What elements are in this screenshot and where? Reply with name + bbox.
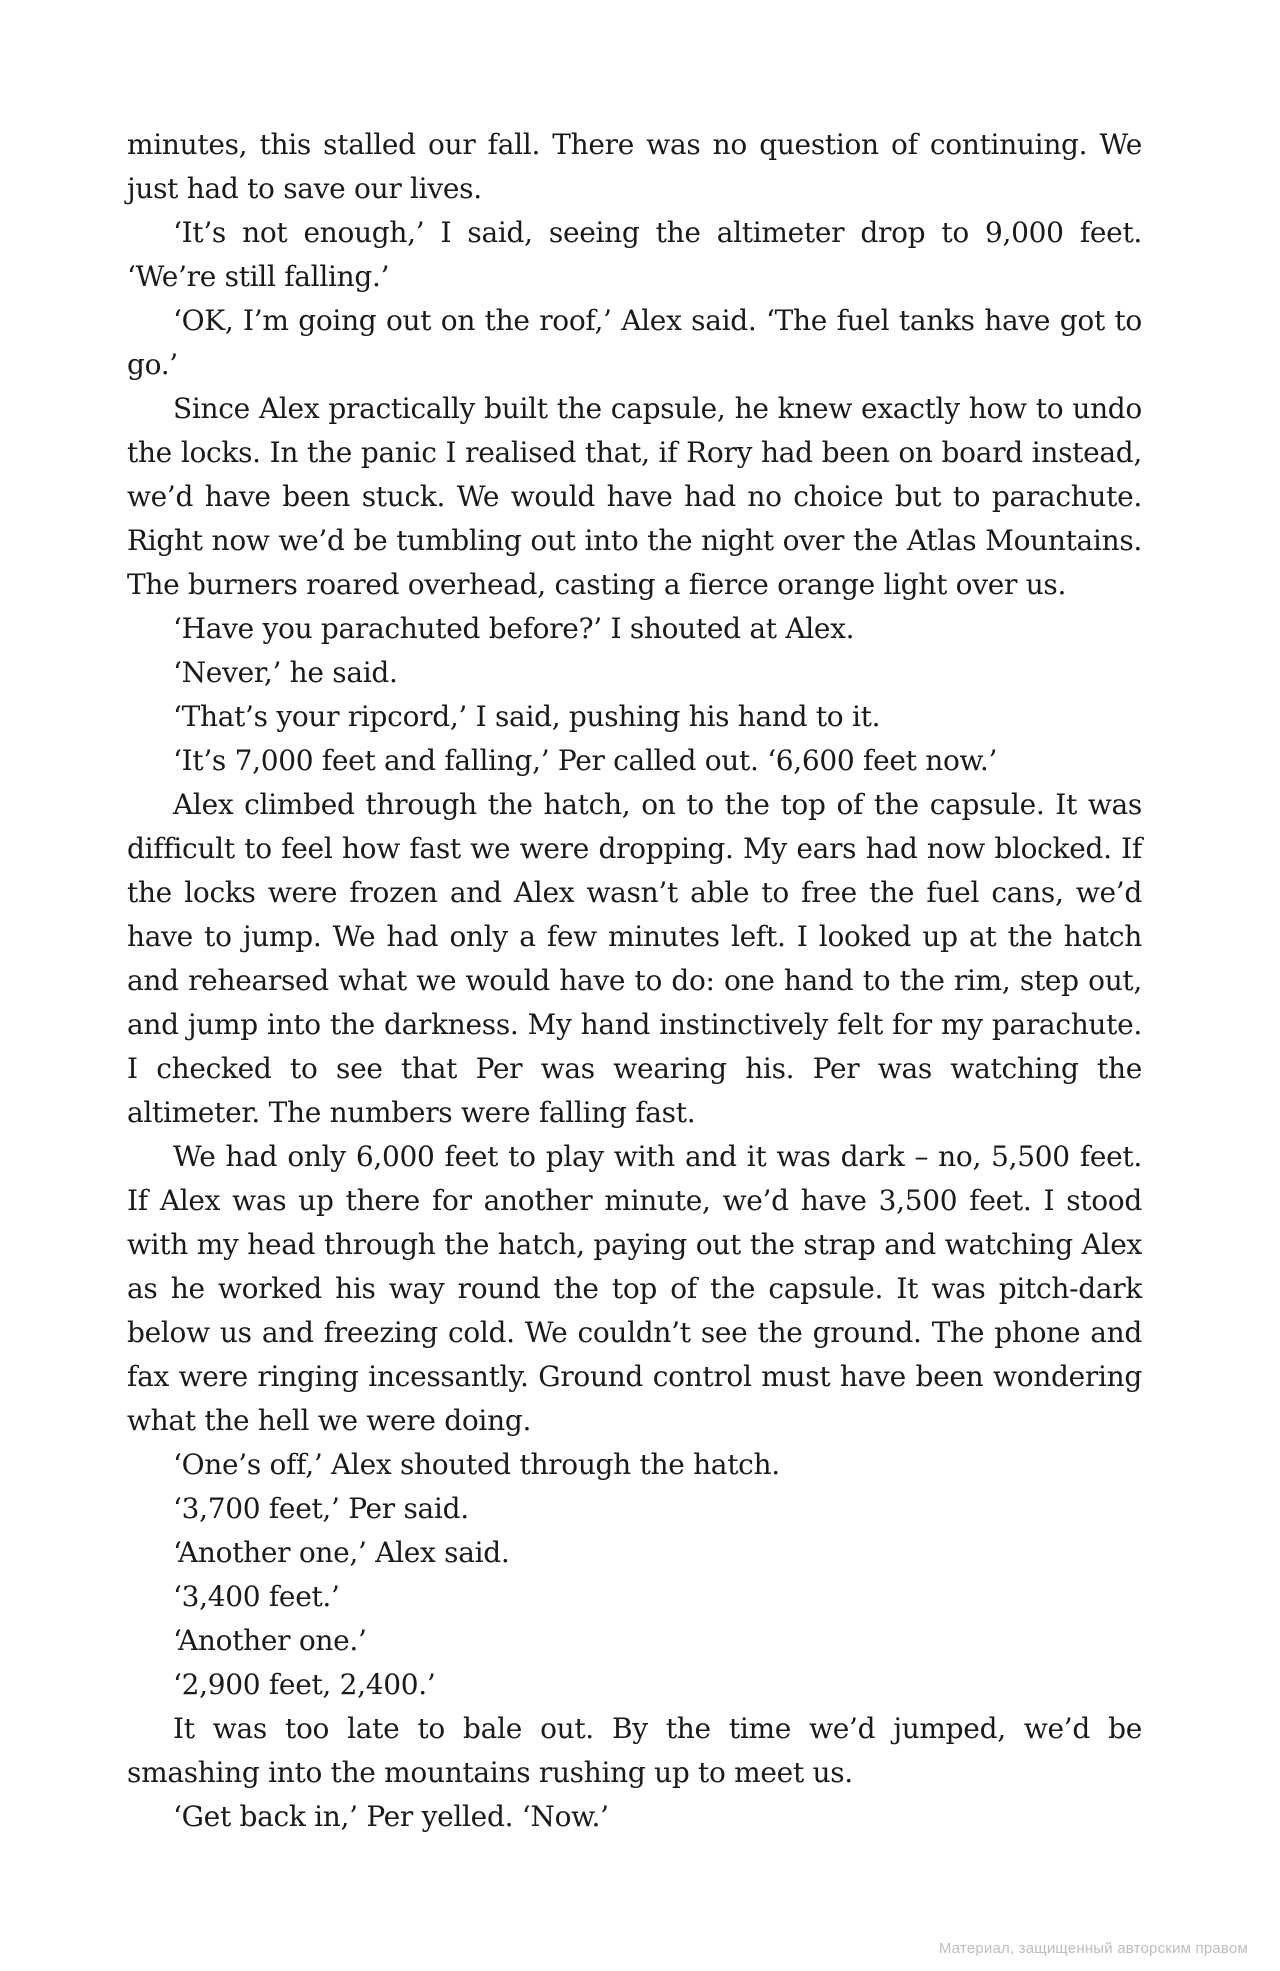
paragraph: ‘It’s 7,000 feet and falling,’ Per called out. ‘6,600 feet now.’ xyxy=(173,744,998,777)
paragraph: ‘It’s not enough,’ I said, seeing the altimeter drop to 9,000 feet. ‘We’re still falling.’ xyxy=(127,216,1142,293)
page-body xyxy=(127,123,1142,1839)
paragraph: Alex climbed through the hatch, on to the top of the capsule. It was difficult to feel how fast we were dropping. My ears had now blocked. If the locks were frozen and Alex wasn’t able to free the fuel cans, we’d have to jump. We had only a few minutes left. I looked up at the hatch and rehearsed what we would have to do: one hand to the rim, step out, and jump into the darkness. My hand instinctively felt for my parachute. I checked to see that Per was wearing his. Per was watching the altimeter. The numbers were falling fast. xyxy=(127,788,1142,1129)
paragraph: ‘Have you parachuted before?’ I shouted at Alex. xyxy=(173,612,855,645)
paragraph: It was too late to bale out. By the time we’d jumped, we’d be smashing into the mountains rushing up to meet us. xyxy=(127,1712,1142,1789)
paragraph: ‘Get back in,’ Per yelled. ‘Now.’ xyxy=(173,1800,609,1833)
paragraph: We had only 6,000 feet to play with and it was dark – no, 5,500 feet. If Alex was up there for another minute, we’d have 3,500 feet. I stood with my head through the hatch, paying out the strap and watching Alex as he worked his way round the top of the capsule. It was pitch-dark below us and freezing cold. We couldn’t see the ground. The phone and fax were ringing incessantly. Ground control must have been wondering what the hell we were doing. xyxy=(127,1140,1142,1437)
paragraph: ‘3,400 feet.’ xyxy=(173,1580,340,1613)
paragraph: ‘One’s off,’ Alex shouted through the hatch. xyxy=(173,1448,780,1481)
paragraph: Since Alex practically built the capsule, he knew exactly how to undo the locks. In the panic I realised that, if Rory had been on board instead, we’d have been stuck. We would have had no choice but to parachute. Right now we’d be tumbling out into the night over the Atlas Mountains. The burners roared overhead, casting a fierce orange light over us. xyxy=(127,392,1142,601)
paragraph: ‘Never,’ he said. xyxy=(173,656,398,689)
paragraph: minutes, this stalled our fall. There was no question of continuing. We just had to save our lives. xyxy=(127,128,1142,205)
paragraph: ‘Another one,’ Alex said. xyxy=(173,1536,510,1569)
paragraph: ‘That’s your ripcord,’ I said, pushing his hand to it. xyxy=(173,700,881,733)
copyright-watermark: Материал, защищенный авторским правом xyxy=(938,1940,1248,1957)
paragraph: ‘2,900 feet, 2,400.’ xyxy=(173,1668,436,1701)
paragraph: ‘3,700 feet,’ Per said. xyxy=(173,1492,469,1525)
paragraph: ‘Another one.’ xyxy=(173,1624,367,1657)
paragraph: ‘OK, I’m going out on the roof,’ Alex said. ‘The fuel tanks have got to go.’ xyxy=(127,304,1142,381)
